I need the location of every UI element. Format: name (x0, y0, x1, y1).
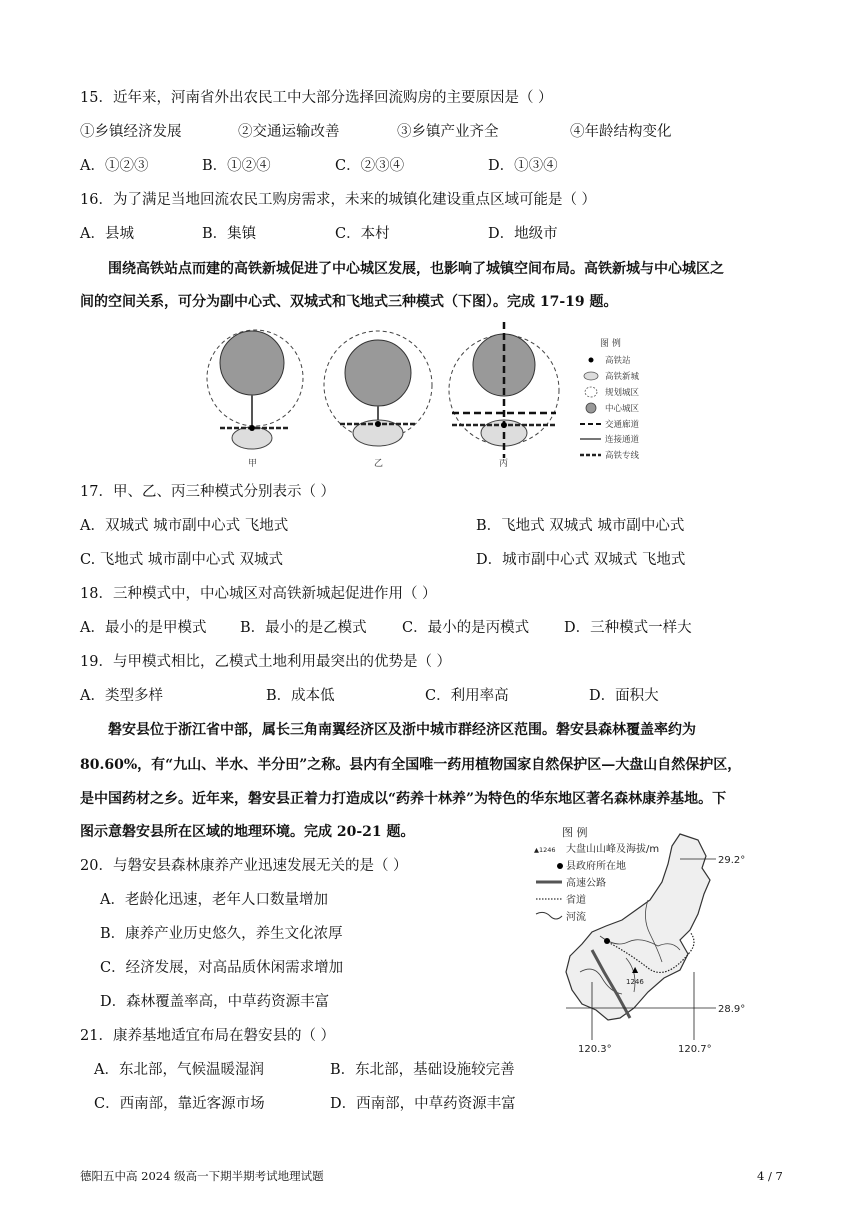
q20-stem: 20．与磐安县森林康养产业迅速发展无关的是（ ） (80, 858, 408, 874)
peak-elevation: 1246 (626, 978, 644, 986)
legend-county-seat-symbol (557, 863, 563, 869)
passage1-line-1: 围绕高铁站点而建的高铁新城促进了中心城区发展，也影响了城镇空间布局。高铁新城与中心城区之 (108, 261, 724, 277)
q19-option-d: D．面积大 (589, 688, 659, 704)
q18-option-a: A．最小的是甲模式 (80, 620, 207, 636)
q19-option-a: A．类型多样 (80, 688, 163, 704)
q15-option-c: C．②③④ (335, 158, 405, 174)
label-bing: 丙 (499, 459, 509, 468)
label-jia: 甲 (248, 459, 258, 468)
label-yi: 乙 (374, 459, 384, 468)
passage2-line-3: 是中国药材之乡。近年来，磐安县正着力打造成以“药养十林养”为特色的华东地区著名森林康养基地。下 (80, 791, 727, 807)
fig2-legend-title: 图 例 (562, 826, 588, 839)
legend-central-symbol (586, 403, 596, 413)
legend-hsr-line: 高铁专线 (605, 451, 640, 461)
q15-option-b: B．①②④ (202, 158, 271, 174)
page-number: 4 / 7 (757, 1169, 783, 1183)
legend-connection: 连接通道 (605, 435, 640, 445)
legend-expressway: 高速公路 (566, 878, 606, 889)
q21-option-b: B．东北部，基础设施较完善 (330, 1062, 515, 1078)
q20-option-a: A．老龄化迅速，老年人口数量增加 (100, 892, 328, 908)
legend-station: 高铁站 (605, 356, 631, 366)
q21-stem: 21．康养基地适宜布局在磐安县的（ ） (80, 1028, 336, 1044)
q18-option-c: C．最小的是丙模式 (402, 620, 530, 636)
lat-label-29-2: 29.2° (718, 855, 746, 866)
yi-central-district (345, 340, 411, 406)
legend-planned-symbol (585, 387, 597, 397)
q15-option-a: A．①②③ (80, 158, 149, 174)
q17-option-d: D．城市副中心式 双城式 飞地式 (476, 552, 686, 568)
passage2-line-2: 80.60%，有“九山、半水、半分田”之称。县内有全国唯一药用植物国家自然保护区—大盘山自然保护区， (80, 757, 742, 773)
q20-option-b: B．康养产业历史悠久，养生文化浓厚 (100, 926, 343, 942)
legend-new-town-symbol (584, 372, 598, 380)
q15-option-d: D．①③④ (488, 158, 558, 174)
q18-option-b: B．最小的是乙模式 (240, 620, 367, 636)
mode-jia (207, 330, 303, 449)
mode-yi (324, 331, 432, 446)
q18-stem: 18．三种模式中，中心城区对高铁新城起促进作用（ ） (80, 586, 437, 602)
passage2-line-1: 磐安县位于浙江省中部，属长三角南翼经济区及浙中城市群经济区范围。磐安县森林覆盖率约为 (108, 722, 696, 738)
high-speed-rail-modes-diagram (190, 318, 680, 468)
q17-option-c: C. 飞地式 城市副中心式 双城式 (80, 552, 284, 568)
q16-option-a: A．县城 (80, 226, 134, 242)
jia-central-district (220, 331, 284, 395)
legend-station-symbol (589, 358, 594, 363)
q21-option-c: C．西南部，靠近客源市场 (94, 1096, 265, 1112)
q15-item-1: ①乡镇经济发展 (80, 124, 182, 140)
legend-corridor: 交通廊道 (605, 420, 640, 430)
bing-hsr-station (501, 422, 507, 428)
q19-option-c: C．利用率高 (425, 688, 509, 704)
legend-planned: 规划城区 (605, 388, 640, 398)
peak-marker: ▲ (632, 965, 639, 974)
jia-hsr-station (249, 425, 255, 431)
legend-peak: 大盘山山峰及海拔/m (566, 844, 660, 855)
footer-title: 德阳五中高 2024 级高一下期半期考试地理试题 (80, 1169, 324, 1183)
legend-peak-symbol: ▲1246 (534, 846, 556, 854)
q16-option-b: B．集镇 (202, 226, 257, 242)
q21-option-a: A．东北部，气候温暖湿润 (94, 1062, 264, 1078)
q16-stem: 16．为了满足当地回流农民工购房需求，未来的城镇化建设重点区域可能是（ ） (80, 192, 597, 208)
legend-central: 中心城区 (605, 404, 640, 414)
fig1-legend-title: 图 例 (600, 339, 621, 349)
q15-item-4: ④年龄结构变化 (570, 124, 672, 140)
panan-county-map (530, 822, 770, 1062)
q20-option-d: D．森林覆盖率高，中草药资源丰富 (100, 994, 330, 1010)
q18-option-d: D．三种模式一样大 (564, 620, 692, 636)
q17-option-b: B．飞地式 双城式 城市副中心式 (476, 518, 685, 534)
lat-label-28-9: 28.9° (718, 1004, 746, 1015)
q20-option-c: C．经济发展，对高品质休闲需求增加 (100, 960, 344, 976)
yi-hsr-station (375, 421, 381, 427)
bing-central-district (473, 334, 535, 396)
q19-stem: 19．与甲模式相比，乙模式土地利用最突出的优势是（ ） (80, 654, 452, 670)
lon-label-120-7: 120.7° (678, 1044, 712, 1055)
q17-option-a: A．双城式 城市副中心式 飞地式 (80, 518, 289, 534)
q15-item-2: ②交通运输改善 (238, 124, 340, 140)
mode-bing (449, 322, 559, 458)
passage1-line-2: 间的空间关系，可分为副中心式、双城式和飞地式三种模式（下图）。完成 17-19 题。 (80, 294, 618, 310)
q21-option-d: D．西南部，中草药资源丰富 (330, 1096, 516, 1112)
legend-river-symbol (536, 912, 562, 919)
passage2-line-4: 图示意磐安县所在区域的地理环境。完成 20-21 题。 (80, 824, 415, 840)
q16-option-d: D．地级市 (488, 226, 558, 242)
lon-label-120-3: 120.3° (578, 1044, 612, 1055)
legend-river: 河流 (566, 912, 586, 923)
legend-provincial-road: 省道 (566, 895, 586, 906)
q17-stem: 17．甲、乙、丙三种模式分别表示（ ） (80, 484, 336, 500)
q19-option-b: B．成本低 (266, 688, 335, 704)
county-seat-marker (604, 938, 610, 944)
q15-item-3: ③乡镇产业齐全 (397, 124, 499, 140)
q16-option-c: C．本村 (335, 226, 390, 242)
q15-stem: 15．近年来，河南省外出农民工中大部分选择回流购房的主要原因是（ ） (80, 90, 553, 106)
legend-county-seat: 县政府所在地 (566, 861, 626, 872)
legend-new-town: 高铁新城 (605, 372, 640, 382)
fig1-legend (580, 337, 640, 461)
